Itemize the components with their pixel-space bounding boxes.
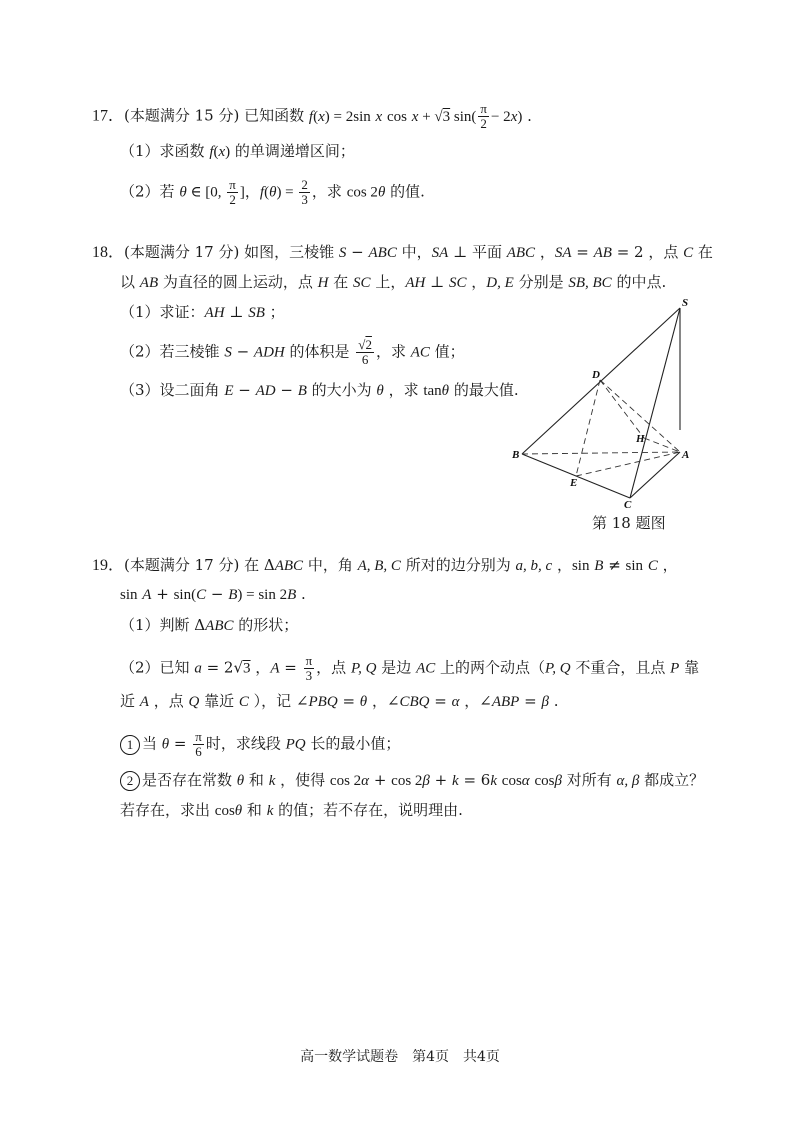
q18-line2: 以 AB 为直径的圆上运动，点 H 在 SC 上，AH ⊥ SC ，D, E 分别是 SB, BC 的中点. xyxy=(120,273,667,291)
q18-part3: （3）设二面角 E − AD − B 的大小为 θ ，求 tanθ 的最大值. xyxy=(120,381,519,399)
label-C: C xyxy=(624,499,632,511)
q17-header xyxy=(92,102,532,131)
q19-line2: sin A + sin(C − B) = sin 2B . xyxy=(120,585,306,603)
q19-part2-line1: （2）已知 a = 2√3 ，A = $\frac{\pi}{3}$ ，点 P, Q 是边 AC 上的两个动点（P, Q 不重合，且点 P 靠 xyxy=(120,653,700,683)
q17-part2: （2）若 θ ∈ [0, $\frac{\pi}{2}$ ]，f(θ) = $\frac{2}{3}$ ，求 cos 2θ 的值. xyxy=(120,177,425,207)
q19-number: 19． xyxy=(92,557,125,574)
q17-score: (本题满分 15 分) xyxy=(124,106,240,125)
page-footer: 高一数学试题卷 第4页 共4页 xyxy=(300,1049,500,1065)
q19-sub2-line1: 2 是否存在常数 θ 和 k ，使得 cos 2α + cos 2β + k = 6k cosα cosβ 对所有 α, β 都成立？ xyxy=(120,770,704,791)
edge-HA xyxy=(644,438,680,452)
edge-DE xyxy=(576,380,600,476)
q18-figure-caption: 第 18 题图 xyxy=(592,514,666,532)
q18-figure xyxy=(512,292,702,512)
edge-SC xyxy=(630,308,680,498)
q18-part2: （2）若三棱锥 S − ADH 的体积是 $\frac{√2}{6}$ ，求 AC 值； xyxy=(120,337,465,367)
label-B: B xyxy=(512,449,520,461)
q17-number: 17． xyxy=(92,107,125,125)
q17-function: f(x) = 2sin x cos x + √3 sin( $\frac{\pi}{2}$ − 2x) . xyxy=(308,101,532,131)
label-D: D xyxy=(592,369,600,381)
label-S: S xyxy=(682,297,689,309)
q19-sub1: 1 当 θ = $\frac{\pi}{6}$ 时，求线段 PQ 长的最小值； xyxy=(120,730,400,759)
label-A: A xyxy=(682,449,690,461)
label-H: H xyxy=(636,433,645,445)
label-E: E xyxy=(570,477,578,489)
q17-lead: 已知函数 xyxy=(244,106,305,125)
q18-number: 18． xyxy=(92,244,125,261)
q19-part1: （1）判断 ΔABC 的形状； xyxy=(120,616,299,634)
q19-sub2-line2: 若存在，求出 cosθ 和 k 的值；若不存在，说明理由. xyxy=(120,801,463,819)
q18-score: (本题满分 17 分) xyxy=(124,243,240,261)
q19-part2-line2: 近 A ，点 Q 靠近 C ），记 ∠PBQ = θ ，∠CBQ = α ，∠ABP = β . xyxy=(120,692,559,710)
q19-score: (本题满分 17 分) xyxy=(124,556,240,574)
edge-DH xyxy=(600,380,644,438)
q18-part1: （1）求证：AH ⊥ SB ； xyxy=(120,303,285,321)
q19-line1: 19．(本题满分 17 分) 在 ΔABC 中，角 A, B, C 所对的边分别为 a, b, c ，sin B ≠ sin C ， xyxy=(92,556,678,574)
q17-part1: （1）求函数 f(x) 的单调递增区间； xyxy=(120,142,355,160)
edge-BA xyxy=(522,452,680,454)
edge-EA xyxy=(576,452,680,476)
q18-line1: 18．(本题满分 17 分) 如图，三棱锥 S − ABC 中，SA ⊥ 平面 ABC ，SA = AB = 2 ，点 C 在 xyxy=(92,243,713,261)
edge-CA xyxy=(630,452,680,498)
